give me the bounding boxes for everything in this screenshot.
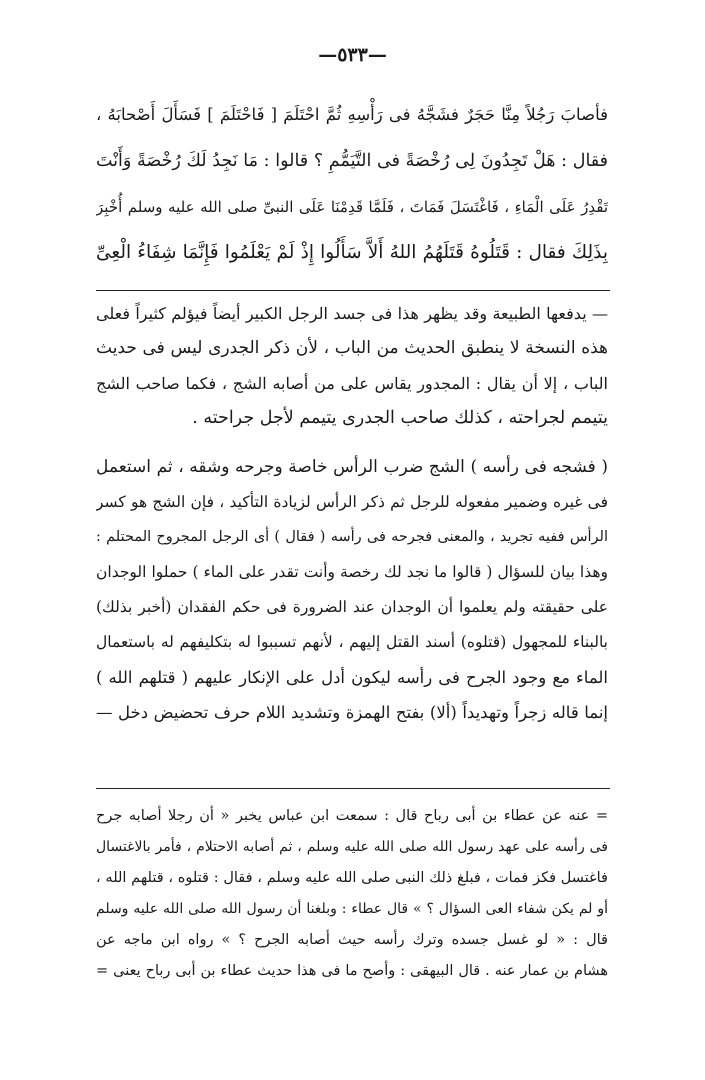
commentary-text [96, 296, 608, 730]
hadith-line: فقال : هَلْ تَجِدُونَ لِى رُخْصَةً فى التَّيَمُّمِ ؟ قالوا : مَا نَجِدُ لَكَ رُخْصَةً وَأَنْتَ [96, 151, 608, 171]
footnote-divider [96, 788, 610, 789]
hadith-line: بِذَلِكَ فقال : قَتَلُوهُ قَتَلَهُمُ اللهُ أَلاَّ سَأَلُوا إِذْ لَمْ يَعْلَمُوا فَإِنَّمَا شِفَاءُ الْعِىِّ [96, 242, 608, 263]
top-divider [96, 290, 610, 291]
commentary-line: بالبناء للمجهول (قتلوه) أسند القتل إليهم ، لأنهم تسببوا له بتكليفهم له باستعمال [96, 633, 608, 651]
commentary-line: على حقيقته ولم يعلموا أن الوجدان عند الضرورة فى حكم الفقدان (أخبر بذلك) [96, 598, 608, 616]
commentary-line: يتيمم لجراحته ، كذلك صاحب الجدرى يتيمم لأجل جراحته . [192, 408, 608, 428]
commentary-line: الماء مع وجود الجرح فى رأسه ليكون أدل على الإنكار عليهم ( قتلهم الله ) [96, 668, 608, 687]
hadith-text [96, 92, 608, 276]
commentary-line: الرأس ففيه تجريد ، والمعنى فجرحه فى رأسه ( فقال ) أى الرجل المجروح المحتلم : [96, 529, 608, 545]
page-number: —٥٣٣— [318, 44, 387, 66]
commentary-line: الباب ، إلا أن يقال : المجدور يقاس على من أصابه الشج ، فكما صاحب الشج [96, 374, 608, 393]
commentary-line: — يدفعها الطبيعة وقد يظهر هذا فى جسد الرجل الكبير أيضاً فيؤلم كثيراً فعلى [96, 304, 608, 323]
footnote-line: قال : « لو غسل جسده وترك رأسه حيث أصابه الجرح ؟ » رواه ابن ماجه عن [96, 932, 608, 948]
commentary-line: هذه النسخة لا ينطبق الحديث من الباب ، لأن ذكر الجدرى ليس فى حديث [96, 338, 608, 358]
footnote-text [96, 801, 608, 987]
footnote-line: فى رأسه على عهد رسول الله صلى الله عليه وسلم ، ثم أصابه الاحتلام ، فأمر بالاغتسال [96, 839, 608, 855]
footnote-line: = عنه عن عطاء بن أبى رباح قال : سمعت ابن عباس يخبر « أن رجلا أصابه جرح [96, 808, 608, 824]
commentary-line: ( فشجه فى رأسه ) الشج ضرب الرأس خاصة وجرحه وشقه ، ثم استعمل [96, 457, 608, 477]
hadith-line: فأصابَ رَجُلاً مِنَّا حَجَرٌ فشَجَّهُ فى رَأْسِهِ ثُمَّ احْتَلَمَ [ فَاحْتَلَمَ ] فَسَأَلَ أَصْحابَهُ ، [96, 105, 608, 124]
paragraph-gap [96, 436, 608, 450]
footnote-line: هشام بن عمار عنه . قال البيهقى : وأصح ما فى هذا حديث عطاء بن أبى رباح يعنى = [96, 963, 608, 979]
commentary-line: وهذا بيان للسؤال ( قالوا ما نجد لك رخصة وأنت تقدر على الماء ) حملوا الوجدان [96, 563, 608, 581]
footnote-line: فاغتسل فكز فمات ، فبلغ ذلك النبى صلى الله عليه وسلم ، فقال : قتلوه ، قتلهم الله ، [96, 870, 608, 886]
footnote-line: أو لم يكن شفاء العى السؤال ؟ » قال عطاء : وبلغنا أن رسول الله صلى الله عليه وسلم [96, 901, 608, 917]
commentary-line: فى غيره وضمير مفعوله للرجل ثم ذكر الرأس لزيادة التأكيد ، فإن الشج هو كسر [96, 493, 608, 511]
hadith-line: تَقْدِرُ عَلَى الْمَاءِ ، فَاغْتَسَلَ فَمَاتَ ، فَلَمَّا قَدِمْنَا عَلَى النبىِّ صلى الله عليه وسلم أُخْبِرَ [96, 198, 608, 216]
commentary-line: إنما قاله زجراً وتهديداً (ألا) بفتح الهمزة وتشديد اللام حرف تحضيض دخل — [96, 703, 608, 722]
